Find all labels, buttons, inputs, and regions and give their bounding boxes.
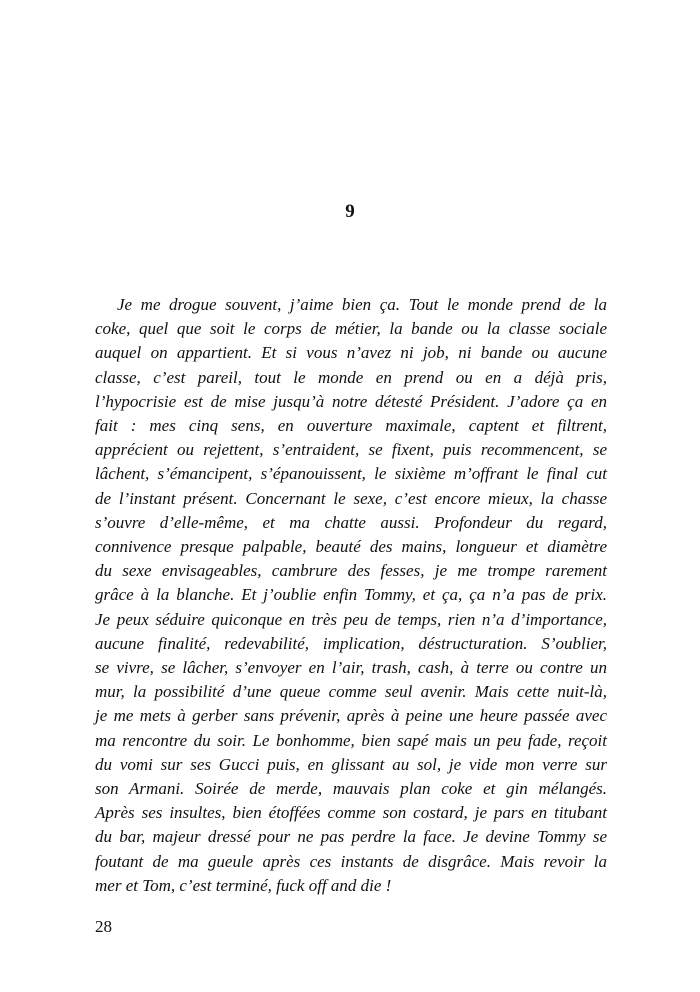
chapter-number: 9 bbox=[345, 201, 355, 222]
chapter-body-text bbox=[95, 293, 607, 898]
text-line: Après ses insultes, bien étoffées comme son costard, je pars en titubant bbox=[95, 803, 607, 823]
text-line: mur, la possibilité d’une queue comme seul avenir. Mais cette nuit-là, bbox=[95, 682, 607, 702]
text-line: aucune finalité, redevabilité, implication, déstructuration. S’oublier, bbox=[95, 633, 607, 653]
text-line: Je peux séduire quiconque en très peu de temps, rien n’a d’importance, bbox=[95, 609, 607, 629]
text-line: coke, quel que soit le corps de métier, la bande ou la classe sociale bbox=[95, 319, 607, 339]
text-line: mer et Tom, c’est terminé, fuck off and die ! bbox=[95, 875, 392, 895]
text-line: lâchent, s’émancipent, s’épanouissent, le sixième m’offrant le final cut bbox=[95, 464, 607, 484]
text-line: ma rencontre du soir. Le bonhomme, bien sapé mais un peu fade, reçoit bbox=[95, 730, 607, 750]
text-line: grâce à la blanche. Et j’oublie enfin Tommy, et ça, ça n’a pas de prix. bbox=[95, 585, 607, 605]
text-line: se vivre, se lâcher, s’envoyer en l’air, trash, cash, à terre ou contre un bbox=[95, 658, 607, 678]
text-line: Je me drogue souvent, j’aime bien ça. Tout le monde prend de la bbox=[117, 295, 607, 314]
text-line: classe, c’est pareil, tout le monde en prend ou en a déjà pris, bbox=[95, 367, 607, 387]
text-line: foutant de ma gueule après ces instants de disgrâce. Mais revoir la bbox=[95, 851, 607, 871]
text-line: son Armani. Soirée de merde, mauvais plan coke et gin mélangés. bbox=[95, 779, 607, 799]
text-line: connivence presque palpable, beauté des mains, longueur et diamètre bbox=[95, 537, 607, 557]
text-line: je me mets à gerber sans prévenir, après à peine une heure passée avec bbox=[95, 706, 607, 726]
text-line: s’ouvre d’elle-même, et ma chatte aussi. Profondeur du regard, bbox=[95, 512, 607, 532]
text-line: apprécient ou rejettent, s’entraident, se fixent, puis recommencent, se bbox=[95, 440, 607, 460]
text-line: du sexe envisageables, cambrure des fesses, je me trompe rarement bbox=[95, 561, 607, 581]
page-number: 28 bbox=[95, 917, 112, 936]
text-line: fait : mes cinq sens, en ouverture maximale, captent et filtrent, bbox=[95, 416, 607, 436]
text-line: auquel on appartient. Et si vous n’avez ni job, ni bande ou aucune bbox=[95, 343, 607, 363]
text-line: du bar, majeur dressé pour ne pas perdre la face. Je devine Tommy se bbox=[95, 827, 607, 847]
text-line: de l’instant présent. Concernant le sexe, c’est encore mieux, la chasse bbox=[95, 488, 607, 508]
text-line: du vomi sur ses Gucci puis, en glissant au sol, je vide mon verre sur bbox=[95, 754, 607, 774]
text-line: l’hypocrisie est de mise jusqu’à notre détesté Président. J’adore ça en bbox=[95, 391, 607, 411]
